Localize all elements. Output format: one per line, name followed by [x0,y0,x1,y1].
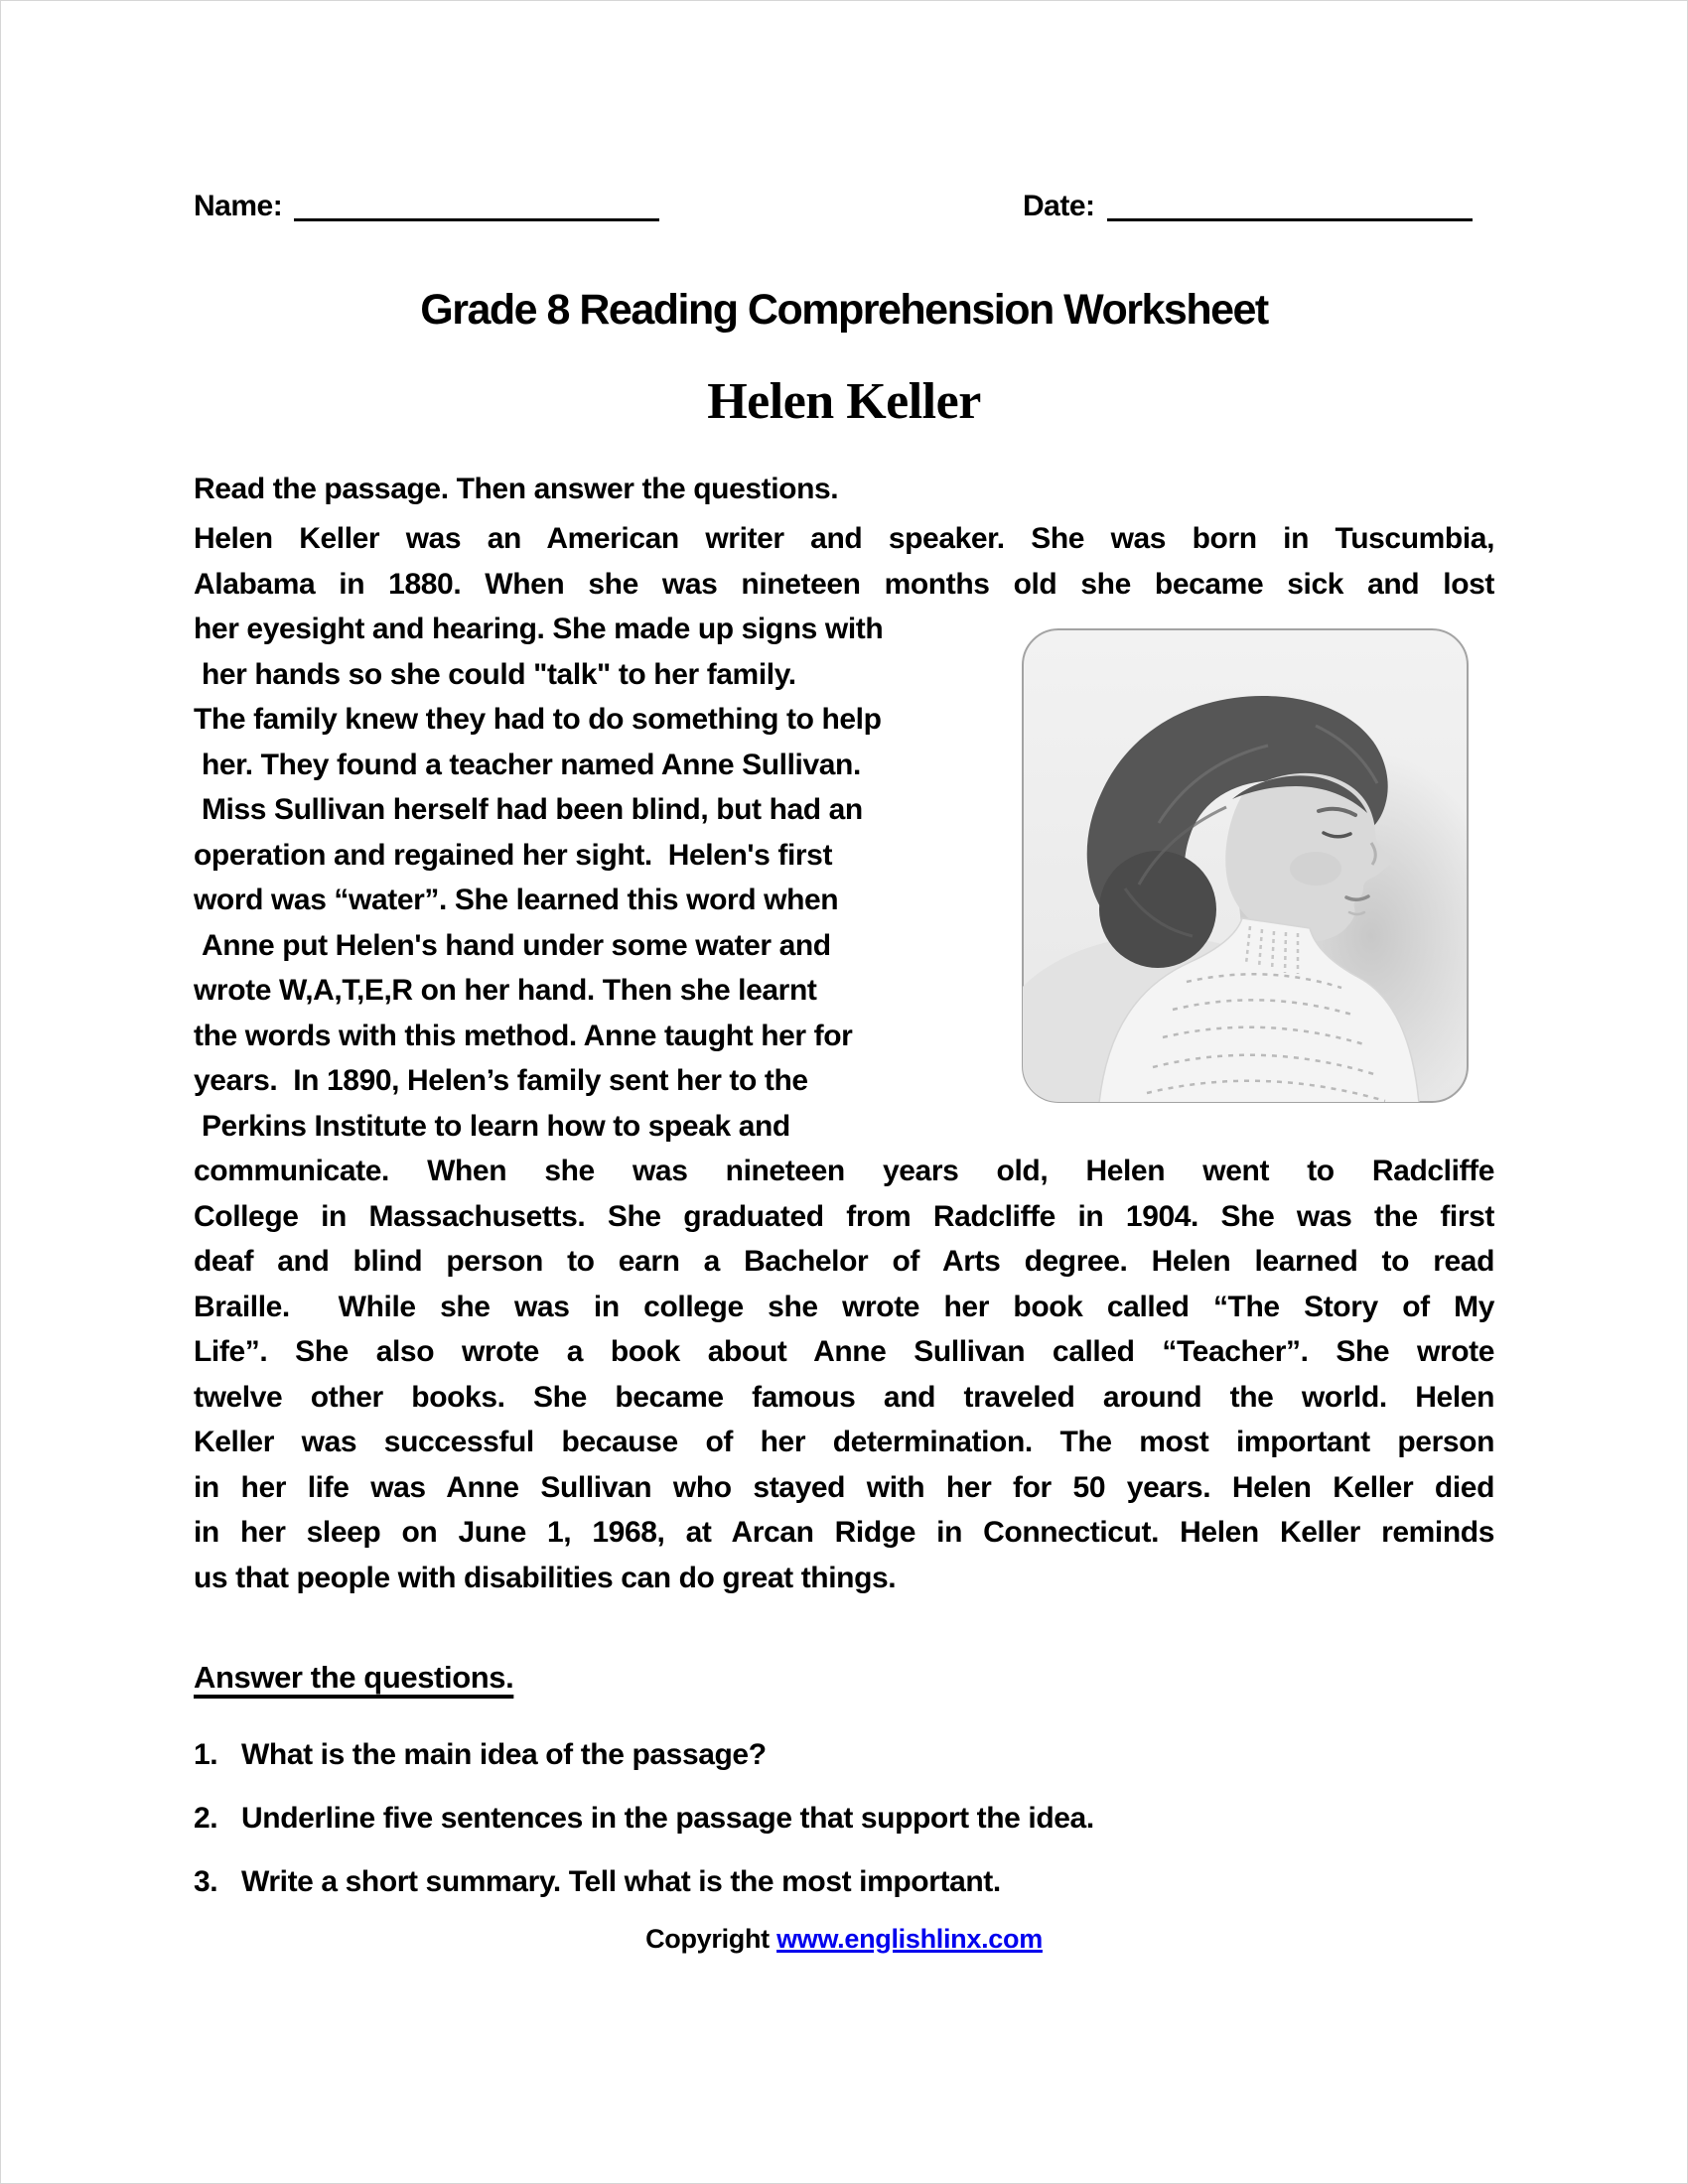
passage-line: her eyesight and hearing. She made up signs with [194,613,884,645]
passage-line: her hands so she could "talk" to her family. [194,657,796,691]
question-row [194,1797,1494,1841]
questions-list [194,1733,1494,1904]
passage-line: wrote W,A,T,E,R on her hand. Then she learnt [194,974,817,1007]
passage-line: Alabama in 1880. When she was nineteen months old she became sick and lost [194,567,1494,601]
passage-line: in her sleep on June 1, 1968, at Arcan Ridge in Connecticut. Helen Keller reminds [194,1516,1494,1549]
passage-line: Braille. While she was in college she wrote her book called “The Story of My [194,1290,1494,1323]
passage-line: us that people with disabilities can do great things. [194,1561,897,1594]
passage-line: The family knew they had to do something to help [194,703,882,736]
name-field [194,189,659,223]
passage-title: Helen Keller [707,373,981,430]
passage-line: Miss Sullivan herself had been blind, but had an [194,793,863,826]
passage-line: Keller was successful because of her determination. The most important person [194,1426,1494,1458]
englishlinx-link[interactable]: www.englishlinx.com [776,1924,1043,1954]
name-blank-line[interactable] [294,189,659,221]
copyright-label: Copyright [645,1924,777,1954]
passage-line: years. In 1890, Helen’s family sent her to the [194,1064,808,1097]
date-label: Date: [1023,190,1095,222]
passage-line: deaf and blind person to earn a Bachelor of Arts degree. Helen learned to read [194,1245,1494,1278]
worksheet-title: Grade 8 Reading Comprehension Worksheet [420,286,1268,334]
passage-line: Helen Keller was an American writer and speaker. She was born in Tuscumbia, [194,522,1494,555]
passage-line: in her life was Anne Sullivan who stayed with her for 50 years. Helen Keller died [194,1470,1494,1504]
passage-line: her. They found a teacher named Anne Sullivan. [194,748,861,781]
question-text: Write a short summary. Tell what is the most important. [241,1865,1001,1898]
passage-line: Life”. She also wrote a book about Anne Sullivan called “Teacher”. She wrote [194,1335,1494,1368]
header-row [194,189,1494,240]
date-blank-line[interactable] [1107,189,1473,221]
name-label: Name: [194,190,283,222]
passage-line: word was “water”. She learned this word when [194,884,839,916]
copyright-line [194,1924,1494,1955]
passage-line: Anne put Helen's hand under some water and [194,928,831,962]
question-text: Underline five sentences in the passage that support the idea. [241,1802,1094,1835]
passage-line: operation and regained her sight. Helen's first [194,838,833,872]
passage-instruction: Read the passage. Then answer the questions. [194,473,839,505]
helen-keller-photo [1022,628,1469,1103]
passage-body [194,516,1494,1600]
answer-questions-heading: Answer the questions. [194,1660,514,1695]
passage-line: communicate. When she was nineteen years old, Helen went to Radcliffe [194,1155,1494,1187]
question-number: 3. [194,1865,218,1898]
question-number: 2. [194,1802,218,1835]
passage-line: College in Massachusetts. She graduated from Radcliffe in 1904. She was the first [194,1199,1494,1233]
passage-line: twelve other books. She became famous and traveled around the world. Helen [194,1380,1494,1414]
helen-keller-portrait-graphic [1022,628,1469,1103]
passage-line: the words with this method. Anne taught her for [194,1019,853,1052]
date-field [1023,189,1473,223]
question-row [194,1733,1494,1777]
passage-line: Perkins Institute to learn how to speak and [194,1109,790,1143]
question-row [194,1860,1494,1904]
question-number: 1. [194,1738,218,1771]
question-text: What is the main idea of the passage? [241,1738,767,1771]
